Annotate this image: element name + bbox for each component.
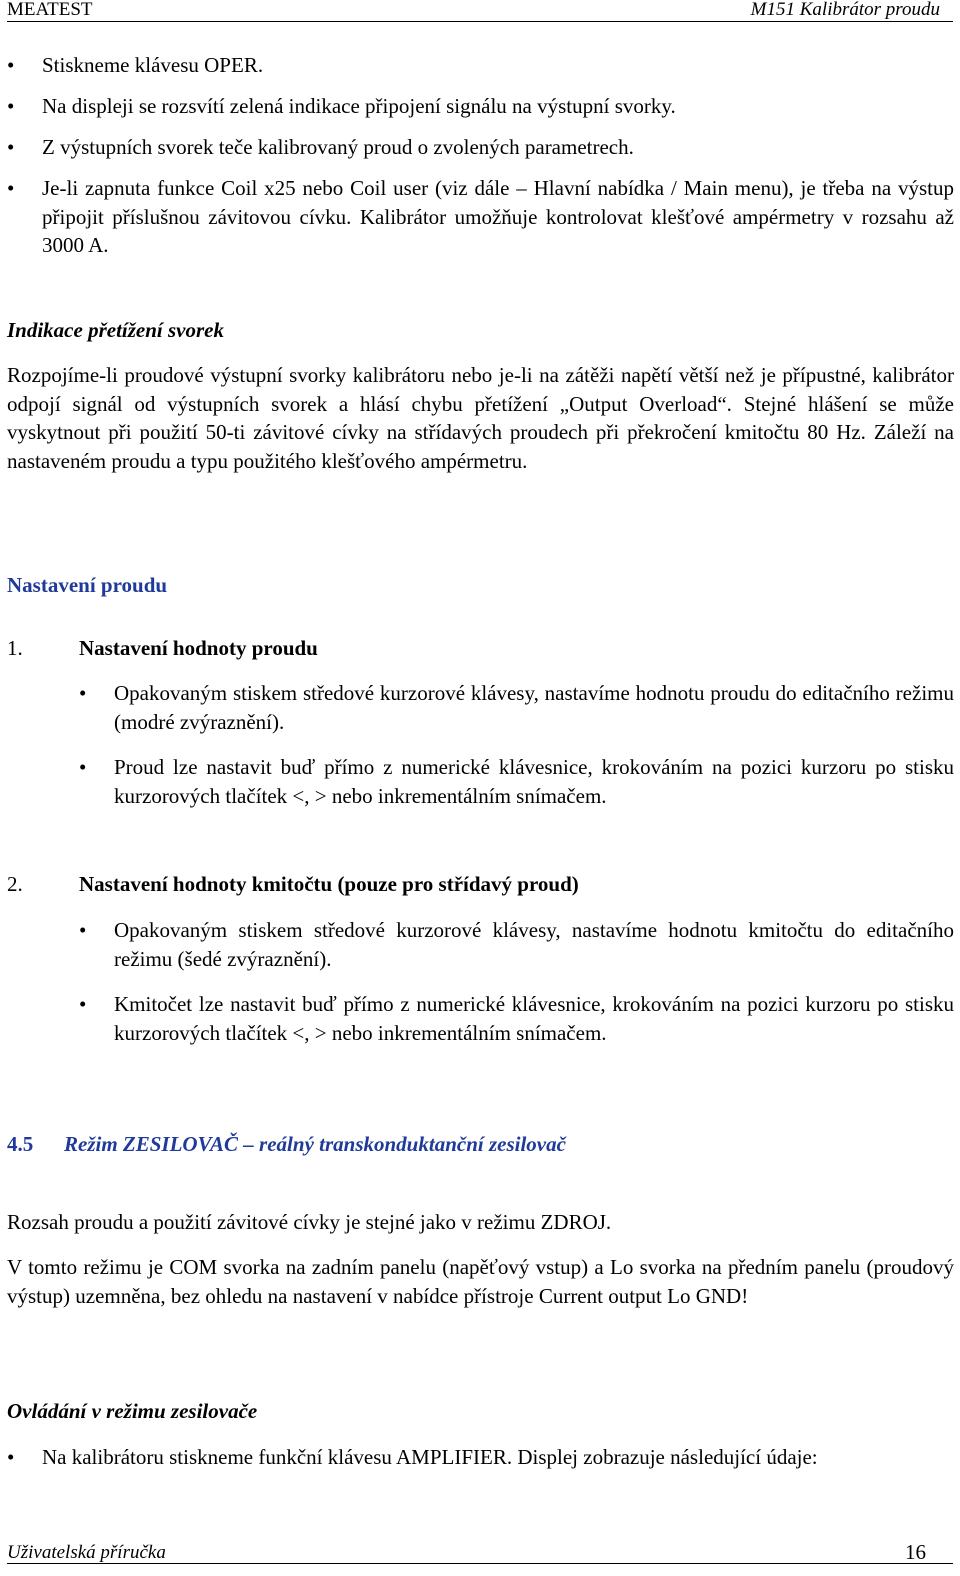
bullet-icon: • <box>79 918 87 942</box>
bullet-icon: • <box>7 53 15 77</box>
section-heading <box>7 1130 954 1158</box>
step-1-title: Nastavení hodnoty proudu <box>79 636 318 660</box>
step-2-title: Nastavení hodnoty kmitočtu (pouze pro střídavý proud) <box>79 872 579 896</box>
section-title: Režim ZESILOVAČ – reálný transkonduktanční zesilovač <box>64 1132 566 1156</box>
list-item-text: Na kalibrátoru stiskneme funkční klávesu AMPLIFIER. Displej zobrazuje následující údaje: <box>42 1445 818 1469</box>
overload-heading: Indikace přetížení svorek <box>7 318 224 342</box>
bullet-icon: • <box>79 992 87 1016</box>
section-paragraph-1: Rozsah proudu a použití závitové cívky je stejné jako v režimu ZDROJ. <box>7 1210 612 1234</box>
bullet-icon: • <box>7 1445 15 1469</box>
amplifier-control-heading: Ovládání v režimu zesilovače <box>7 1399 258 1423</box>
step-2-number: 2. <box>7 872 23 896</box>
list-item-text: Stiskneme klávesu OPER. <box>42 53 264 77</box>
list-item-text: Na displeji se rozsvítí zelená indikace připojení signálu na výstupní svorky. <box>42 94 676 118</box>
current-setting-heading: Nastavení proudu <box>7 573 168 597</box>
header-document-title: M151 Kalibrátor proudu <box>750 0 940 20</box>
list-item-text: Opakovaným stiskem středové kurzorové klávesy, nastavíme hodnotu proudu do editačního režimu (modré zvýraznění). <box>114 681 954 734</box>
page-number: 16 <box>905 1540 926 1564</box>
list-item-text: Opakovaným stiskem středové kurzorové klávesy, nastavíme hodnotu kmitočtu do editačního režimu (šedé zvýraznění). <box>114 918 954 971</box>
list-item-text: Proud lze nastavit buď přímo z numerické klávesnice, krokováním na pozici kurzoru po stisku kurzorových tlačítek <, > nebo inkrementálním snímačem. <box>114 755 954 808</box>
bullet-icon: • <box>7 135 15 159</box>
bullet-icon: • <box>79 681 87 705</box>
bullet-icon: • <box>79 755 87 779</box>
footer-manual-name: Uživatelská příručka <box>7 1542 166 1563</box>
list-item-text: Je-li zapnuta funkce Coil x25 nebo Coil user (viz dále – Hlavní nabídka / Main menu), je třeba na výstup připojit příslušnou závitovou cívku. Kalibrátor umožňuje kontrolovat klešťové ampérmetry v rozsahu až 3000 A. <box>42 176 954 258</box>
step-1-number: 1. <box>7 636 23 660</box>
list-item-text: Kmitočet lze nastavit buď přímo z numerické klávesnice, krokováním na pozici kurzoru po stisku kurzorových tlačítek <, > nebo inkrementálním snímačem. <box>114 992 954 1045</box>
bullet-icon: • <box>7 176 15 200</box>
bullet-icon: • <box>7 94 15 118</box>
footer-divider <box>7 1563 953 1564</box>
step-1-heading <box>7 634 954 662</box>
header-brand: MEATEST <box>7 0 93 20</box>
overload-paragraph: Rozpojíme-li proudové výstupní svorky kalibrátoru nebo je-li na zátěži napětí větší než je přípustné, kalibrátor odpojí signál od výstupních svorek a hlásí chybu přetížení „Output Overload“. Stejné hlášení se může vyskytnout při použití 50-ti závitové cívky na střídavých proudech při překročení kmitočtu 80 Hz. Záleží na nastaveném proudu a typu použitého klešťového ampérmetru. <box>7 363 954 473</box>
header-divider <box>7 21 953 22</box>
step-2-heading <box>7 870 954 898</box>
list-item-text: Z výstupních svorek teče kalibrovaný proud o zvolených parametrech. <box>42 135 634 159</box>
section-paragraph-2: V tomto režimu je COM svorka na zadním panelu (napěťový vstup) a Lo svorka na předním panelu (proudový výstup) uzemněna, bez ohledu na nastavení v nabídce přístroje Current output Lo GND! <box>7 1255 954 1308</box>
section-number: 4.5 <box>7 1132 34 1156</box>
